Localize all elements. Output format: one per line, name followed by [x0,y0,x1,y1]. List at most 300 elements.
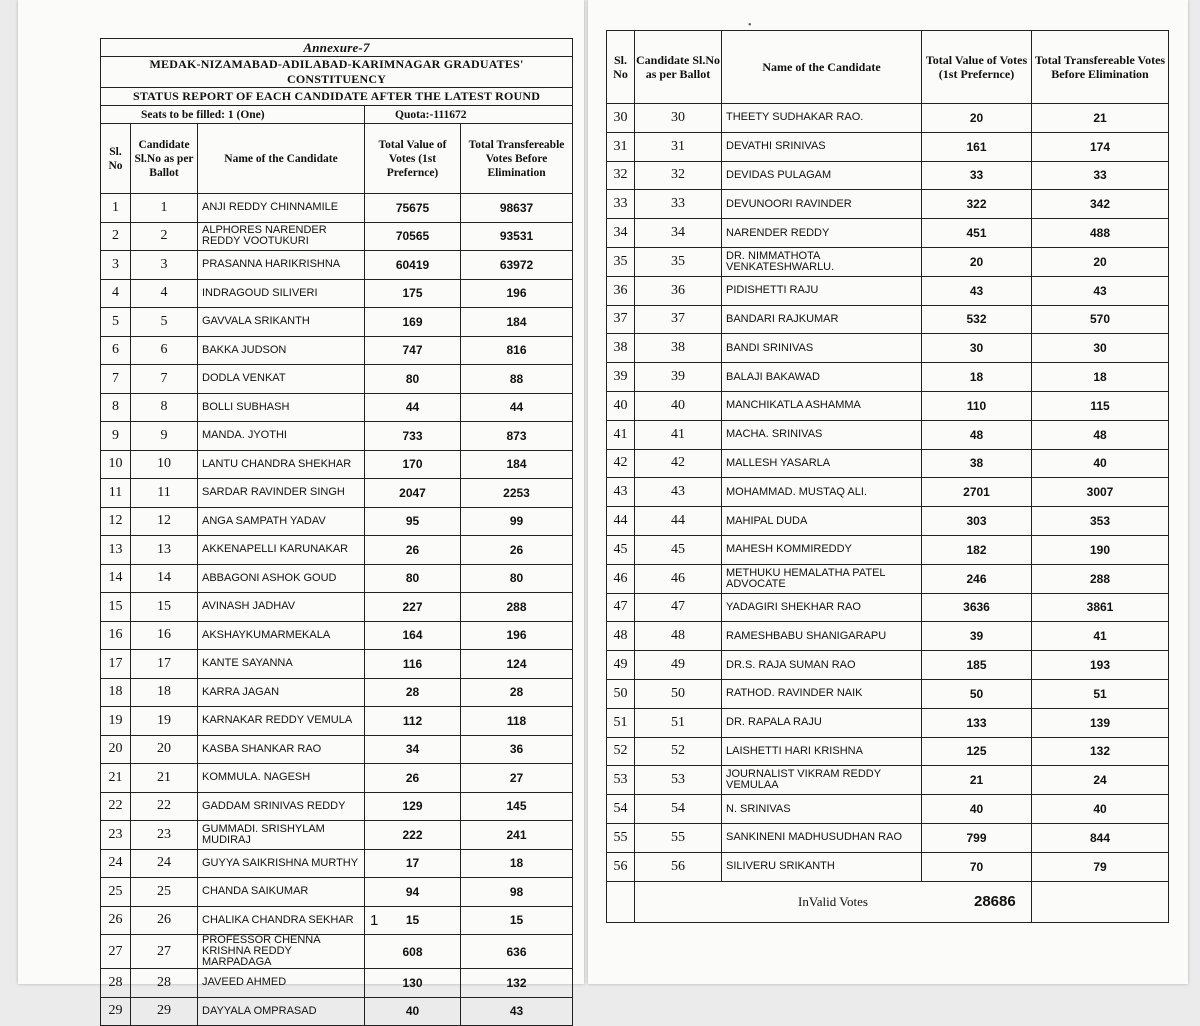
table-row [607,478,1169,507]
row-total-votes: 40 [365,997,461,1026]
row-transferable: 40 [1032,795,1169,824]
row-total-votes: 110 [922,391,1032,420]
row-transferable: 118 [461,707,573,736]
row-candidate-name: DEVIDAS PULAGAM [722,161,922,190]
table-row [101,650,573,679]
row-candidate-name: AVINASH JADHAV [198,593,365,622]
table-row [607,507,1169,536]
table-row [101,365,573,394]
row-total-votes: 227 [365,593,461,622]
table-row [101,564,573,593]
table-row [607,564,1169,593]
table-row [607,190,1169,219]
row-total-votes: 185 [922,651,1032,680]
row-transferable: 27 [461,764,573,793]
table-row [101,821,573,850]
row-total-votes: 2701 [922,478,1032,507]
row-total-votes: 20 [922,104,1032,133]
row-transferable: 241 [461,821,573,850]
table-row [607,449,1169,478]
row-candidate-name: BANDARI RAJKUMAR [722,305,922,334]
row-candidate-sl: 38 [635,334,722,363]
row-transferable: 353 [1032,507,1169,536]
row-candidate-name: KASBA SHANKAR RAO [198,735,365,764]
row-sl-no: 55 [607,823,635,852]
row-sl-no: 1 [101,194,131,223]
table-row [607,305,1169,334]
row-candidate-sl: 43 [635,478,722,507]
row-sl-no: 12 [101,507,131,536]
row-candidate-sl: 33 [635,190,722,219]
row-candidate-sl: 36 [635,276,722,305]
row-total-votes: 50 [922,679,1032,708]
row-total-votes: 164 [365,621,461,650]
row-candidate-sl: 3 [131,251,198,280]
table-row [101,735,573,764]
row-transferable: 33 [1032,161,1169,190]
table-row [101,279,573,308]
table-row [607,219,1169,248]
row-transferable: 873 [461,422,573,451]
row-transferable: 488 [1032,219,1169,248]
row-candidate-name: DR.S. RAJA SUMAN RAO [722,651,922,680]
row-candidate-sl: 12 [131,507,198,536]
row-candidate-name: ABBAGONI ASHOK GOUD [198,564,365,593]
row-candidate-sl: 5 [131,308,198,337]
row-candidate-name: JOURNALIST VIKRAM REDDY VEMULAA [722,766,922,795]
col-transferable: Total Transfereable Votes Before Elimination [1032,31,1169,104]
row-candidate-sl: 49 [635,651,722,680]
table-row [101,507,573,536]
table-row [607,363,1169,392]
row-candidate-sl: 19 [131,707,198,736]
row-candidate-sl: 14 [131,564,198,593]
row-candidate-name: SANKINENI MADHUSUDHAN RAO [722,823,922,852]
row-candidate-name: ANGA SAMPATH YADAV [198,507,365,536]
row-sl-no: 18 [101,678,131,707]
row-candidate-sl: 46 [635,564,722,593]
row-transferable: 139 [1032,708,1169,737]
row-sl-no: 51 [607,708,635,737]
row-candidate-sl: 53 [635,766,722,795]
page-two [588,0,1188,984]
row-transferable: 174 [1032,132,1169,161]
row-sl-no: 25 [101,878,131,907]
table-row [101,251,573,280]
invalid-votes-label: InValid Votes [635,881,1032,922]
row-candidate-name: LANTU CHANDRA SHEKHAR [198,450,365,479]
row-transferable: 44 [461,393,573,422]
row-sl-no: 31 [607,132,635,161]
table-row [607,795,1169,824]
col-candidate-sl: Candidate Sl.No as per Ballot [131,124,198,194]
row-total-votes: 60419 [365,251,461,280]
table-row [101,849,573,878]
row-total-votes: 608 [365,935,461,969]
row-total-votes: 451 [922,219,1032,248]
row-sl-no: 49 [607,651,635,680]
row-sl-no: 33 [607,190,635,219]
table-row [607,766,1169,795]
row-sl-no: 45 [607,535,635,564]
row-sl-no: 29 [101,997,131,1026]
row-total-votes: 80 [365,365,461,394]
row-candidate-sl: 2 [131,222,198,251]
row-transferable: 816 [461,336,573,365]
row-candidate-sl: 44 [635,507,722,536]
row-transferable: 15 [461,906,573,935]
table-row [607,161,1169,190]
row-sl-no: 14 [101,564,131,593]
row-sl-no: 26 [101,906,131,935]
row-candidate-name: METHUKU HEMALATHA PATEL ADVOCATE [722,564,922,593]
row-transferable: 570 [1032,305,1169,334]
row-candidate-name: RAMESHBABU SHANIGARAPU [722,622,922,651]
row-candidate-sl: 29 [131,997,198,1026]
col-sl-no: Sl. No [101,124,131,194]
row-candidate-sl: 8 [131,393,198,422]
row-total-votes: 95 [365,507,461,536]
row-transferable: 132 [461,969,573,998]
row-total-votes: 21 [922,766,1032,795]
invalid-votes-number: 28686 [974,893,1016,911]
row-sl-no: 56 [607,852,635,881]
table-row [101,969,573,998]
table-row [101,479,573,508]
table-row [607,737,1169,766]
row-transferable: 193 [1032,651,1169,680]
row-transferable: 21 [1032,104,1169,133]
invalid-sl-blank [607,881,635,922]
seats-to-fill: Seats to be filled: 1 (One) [101,106,365,124]
row-candidate-name: DAYYALA OMPRASAD [198,997,365,1026]
table-row [101,792,573,821]
row-total-votes: 133 [922,708,1032,737]
row-sl-no: 13 [101,536,131,565]
table-row [101,906,573,935]
row-sl-no: 4 [101,279,131,308]
row-candidate-name: RATHOD. RAVINDER NAIK [722,679,922,708]
row-total-votes: 20 [922,247,1032,276]
row-transferable: 98637 [461,194,573,223]
row-candidate-name: GADDAM SRINIVAS REDDY [198,792,365,821]
row-candidate-name: KARRA JAGAN [198,678,365,707]
row-total-votes: 39 [922,622,1032,651]
row-sl-no: 19 [101,707,131,736]
row-candidate-sl: 37 [635,305,722,334]
row-candidate-name: MOHAMMAD. MUSTAQ ALI. [722,478,922,507]
row-transferable: 98 [461,878,573,907]
row-total-votes: 747 [365,336,461,365]
speck: • [748,20,752,31]
row-candidate-name: DR. NIMMATHOTA VENKATESHWARLU. [722,247,922,276]
row-sl-no: 47 [607,593,635,622]
row-sl-no: 2 [101,222,131,251]
row-candidate-name: MACHA. SRINIVAS [722,420,922,449]
row-transferable: 3861 [1032,593,1169,622]
row-total-votes: 28 [365,678,461,707]
row-sl-no: 11 [101,479,131,508]
row-sl-no: 5 [101,308,131,337]
row-transferable: 190 [1032,535,1169,564]
table-row [607,535,1169,564]
row-candidate-sl: 7 [131,365,198,394]
row-total-votes: 125 [922,737,1032,766]
row-total-votes: 15 [365,906,461,935]
row-transferable: 288 [461,593,573,622]
row-candidate-name: THEETY SUDHAKAR RAO. [722,104,922,133]
row-transferable: 93531 [461,222,573,251]
row-transferable: 43 [461,997,573,1026]
row-candidate-name: JAVEED AHMED [198,969,365,998]
row-transferable: 145 [461,792,573,821]
annexure-title: Annexure-7 [101,39,573,57]
row-sl-no: 34 [607,219,635,248]
row-total-votes: 80 [365,564,461,593]
row-transferable: 63972 [461,251,573,280]
row-candidate-sl: 23 [131,821,198,850]
row-candidate-name: MANCHIKATLA ASHAMMA [722,391,922,420]
row-total-votes: 799 [922,823,1032,852]
row-sl-no: 50 [607,679,635,708]
row-sl-no: 15 [101,593,131,622]
row-candidate-sl: 52 [635,737,722,766]
table-row [101,450,573,479]
table-row [101,935,573,969]
row-total-votes: 75675 [365,194,461,223]
row-candidate-name: DODLA VENKAT [198,365,365,394]
row-candidate-name: DR. RAPALA RAJU [722,708,922,737]
row-total-votes: 70565 [365,222,461,251]
row-candidate-sl: 32 [635,161,722,190]
row-sl-no: 28 [101,969,131,998]
row-candidate-name: AKSHAYKUMARMEKALA [198,621,365,650]
row-sl-no: 22 [101,792,131,821]
row-total-votes: 161 [922,132,1032,161]
row-candidate-sl: 26 [131,906,198,935]
results-table-right [606,30,1169,923]
row-transferable: 43 [1032,276,1169,305]
row-candidate-sl: 35 [635,247,722,276]
row-sl-no: 7 [101,365,131,394]
row-candidate-name: N. SRINIVAS [722,795,922,824]
row-candidate-name: ALPHORES NARENDER REDDY VOOTUKURI [198,222,365,251]
row-total-votes: 246 [922,564,1032,593]
table-row [101,222,573,251]
row-transferable: 20 [1032,247,1169,276]
row-total-votes: 175 [365,279,461,308]
row-transferable: 41 [1032,622,1169,651]
row-transferable: 342 [1032,190,1169,219]
row-candidate-name: BOLLI SUBHASH [198,393,365,422]
row-sl-no: 20 [101,735,131,764]
report-title: STATUS REPORT OF EACH CANDIDATE AFTER THE LATEST ROUND [101,88,573,106]
row-candidate-sl: 13 [131,536,198,565]
row-total-votes: 116 [365,650,461,679]
row-sl-no: 27 [101,935,131,969]
table-row [607,132,1169,161]
table-row [101,194,573,223]
row-sl-no: 52 [607,737,635,766]
row-transferable: 196 [461,621,573,650]
row-sl-no: 35 [607,247,635,276]
row-candidate-sl: 28 [131,969,198,998]
row-transferable: 88 [461,365,573,394]
row-total-votes: 18 [922,363,1032,392]
row-transferable: 184 [461,450,573,479]
row-total-votes: 17 [365,849,461,878]
row-candidate-sl: 22 [131,792,198,821]
table-row [101,393,573,422]
row-candidate-sl: 10 [131,450,198,479]
row-candidate-name: PROFESSOR CHENNA KRISHNA REDDY MARPADAGA [198,935,365,969]
table-row [607,391,1169,420]
invalid-votes-value [974,881,1169,922]
row-candidate-sl: 20 [131,735,198,764]
row-candidate-name: BAKKA JUDSON [198,336,365,365]
row-candidate-sl: 42 [635,449,722,478]
row-transferable: 30 [1032,334,1169,363]
row-transferable: 184 [461,308,573,337]
row-candidate-name: PIDISHETTI RAJU [722,276,922,305]
row-candidate-sl: 17 [131,650,198,679]
row-candidate-sl: 31 [635,132,722,161]
row-candidate-name: KANTE SAYANNA [198,650,365,679]
row-candidate-name: MAHESH KOMMIREDDY [722,535,922,564]
row-sl-no: 42 [607,449,635,478]
row-candidate-sl: 45 [635,535,722,564]
row-transferable: 51 [1032,679,1169,708]
table-row [607,334,1169,363]
row-sl-no: 37 [607,305,635,334]
row-transferable: 99 [461,507,573,536]
row-sl-no: 36 [607,276,635,305]
table-row [101,621,573,650]
row-transferable: 36 [461,735,573,764]
row-total-votes: 43 [922,276,1032,305]
row-sl-no: 32 [607,161,635,190]
row-transferable: 79 [1032,852,1169,881]
row-sl-no: 17 [101,650,131,679]
row-total-votes: 169 [365,308,461,337]
row-transferable: 288 [1032,564,1169,593]
row-sl-no: 8 [101,393,131,422]
row-sl-no: 46 [607,564,635,593]
row-total-votes: 48 [922,420,1032,449]
row-candidate-name: KARNAKAR REDDY VEMULA [198,707,365,736]
row-sl-no: 44 [607,507,635,536]
row-candidate-sl: 34 [635,219,722,248]
table-row [101,336,573,365]
row-candidate-name: YADAGIRI SHEKHAR RAO [722,593,922,622]
row-transferable: 48 [1032,420,1169,449]
row-candidate-sl: 25 [131,878,198,907]
row-transferable: 636 [461,935,573,969]
row-candidate-sl: 48 [635,622,722,651]
table-row [101,707,573,736]
row-candidate-name: ANJI REDDY CHINNAMILE [198,194,365,223]
row-total-votes: 3636 [922,593,1032,622]
results-table-left [100,38,573,1026]
row-total-votes: 30 [922,334,1032,363]
row-candidate-name: DEVUNOORI RAVINDER [722,190,922,219]
row-candidate-name: DEVATHI SRINIVAS [722,132,922,161]
row-transferable: 132 [1032,737,1169,766]
row-sl-no: 6 [101,336,131,365]
row-candidate-name: CHANDA SAIKUMAR [198,878,365,907]
table-row [607,651,1169,680]
table-row [101,422,573,451]
constituency-title: MEDAK-NIZAMABAD-ADILABAD-KARIMNAGAR GRADUATES' CONSTITUENCY [101,57,573,88]
row-candidate-sl: 47 [635,593,722,622]
page-one [18,0,584,1019]
table-row [607,276,1169,305]
quota: Quota:-111672 [365,106,573,124]
row-candidate-sl: 39 [635,363,722,392]
row-transferable: 2253 [461,479,573,508]
row-transferable: 844 [1032,823,1169,852]
row-transferable: 124 [461,650,573,679]
row-candidate-name: MANDA. JYOTHI [198,422,365,451]
row-total-votes: 34 [365,735,461,764]
table-row [101,593,573,622]
row-candidate-name: PRASANNA HARIKRISHNA [198,251,365,280]
row-sl-no: 21 [101,764,131,793]
table-row [607,420,1169,449]
row-total-votes: 38 [922,449,1032,478]
table-row [607,708,1169,737]
row-candidate-sl: 6 [131,336,198,365]
row-candidate-sl: 50 [635,679,722,708]
col-total-votes: Total Value of Votes (1st Prefernce) [922,31,1032,104]
row-total-votes: 130 [365,969,461,998]
row-candidate-sl: 41 [635,420,722,449]
row-transferable: 80 [461,564,573,593]
row-candidate-name: BANDI SRINIVAS [722,334,922,363]
row-total-votes: 26 [365,536,461,565]
row-transferable: 115 [1032,391,1169,420]
row-transferable: 40 [1032,449,1169,478]
row-candidate-name: MAHIPAL DUDA [722,507,922,536]
row-sl-no: 3 [101,251,131,280]
page-number: 1 [370,912,379,929]
row-total-votes: 94 [365,878,461,907]
row-total-votes: 182 [922,535,1032,564]
row-total-votes: 532 [922,305,1032,334]
row-transferable: 24 [1032,766,1169,795]
row-candidate-name: GUMMADI. SRISHYLAM MUDIRAJ [198,821,365,850]
row-candidate-sl: 56 [635,852,722,881]
row-total-votes: 112 [365,707,461,736]
row-sl-no: 23 [101,821,131,850]
row-transferable: 18 [1032,363,1169,392]
row-candidate-name: AKKENAPELLI KARUNAKAR [198,536,365,565]
row-total-votes: 44 [365,393,461,422]
row-total-votes: 33 [922,161,1032,190]
row-candidate-sl: 24 [131,849,198,878]
row-sl-no: 30 [607,104,635,133]
row-candidate-sl: 9 [131,422,198,451]
row-candidate-sl: 1 [131,194,198,223]
row-candidate-name: SILIVERU SRIKANTH [722,852,922,881]
row-transferable: 3007 [1032,478,1169,507]
row-candidate-sl: 21 [131,764,198,793]
row-candidate-name: MALLESH YASARLA [722,449,922,478]
col-sl-no: Sl. No [607,31,635,104]
row-candidate-name: BALAJI BAKAWAD [722,363,922,392]
row-candidate-sl: 15 [131,593,198,622]
row-candidate-name: INDRAGOUD SILIVERI [198,279,365,308]
